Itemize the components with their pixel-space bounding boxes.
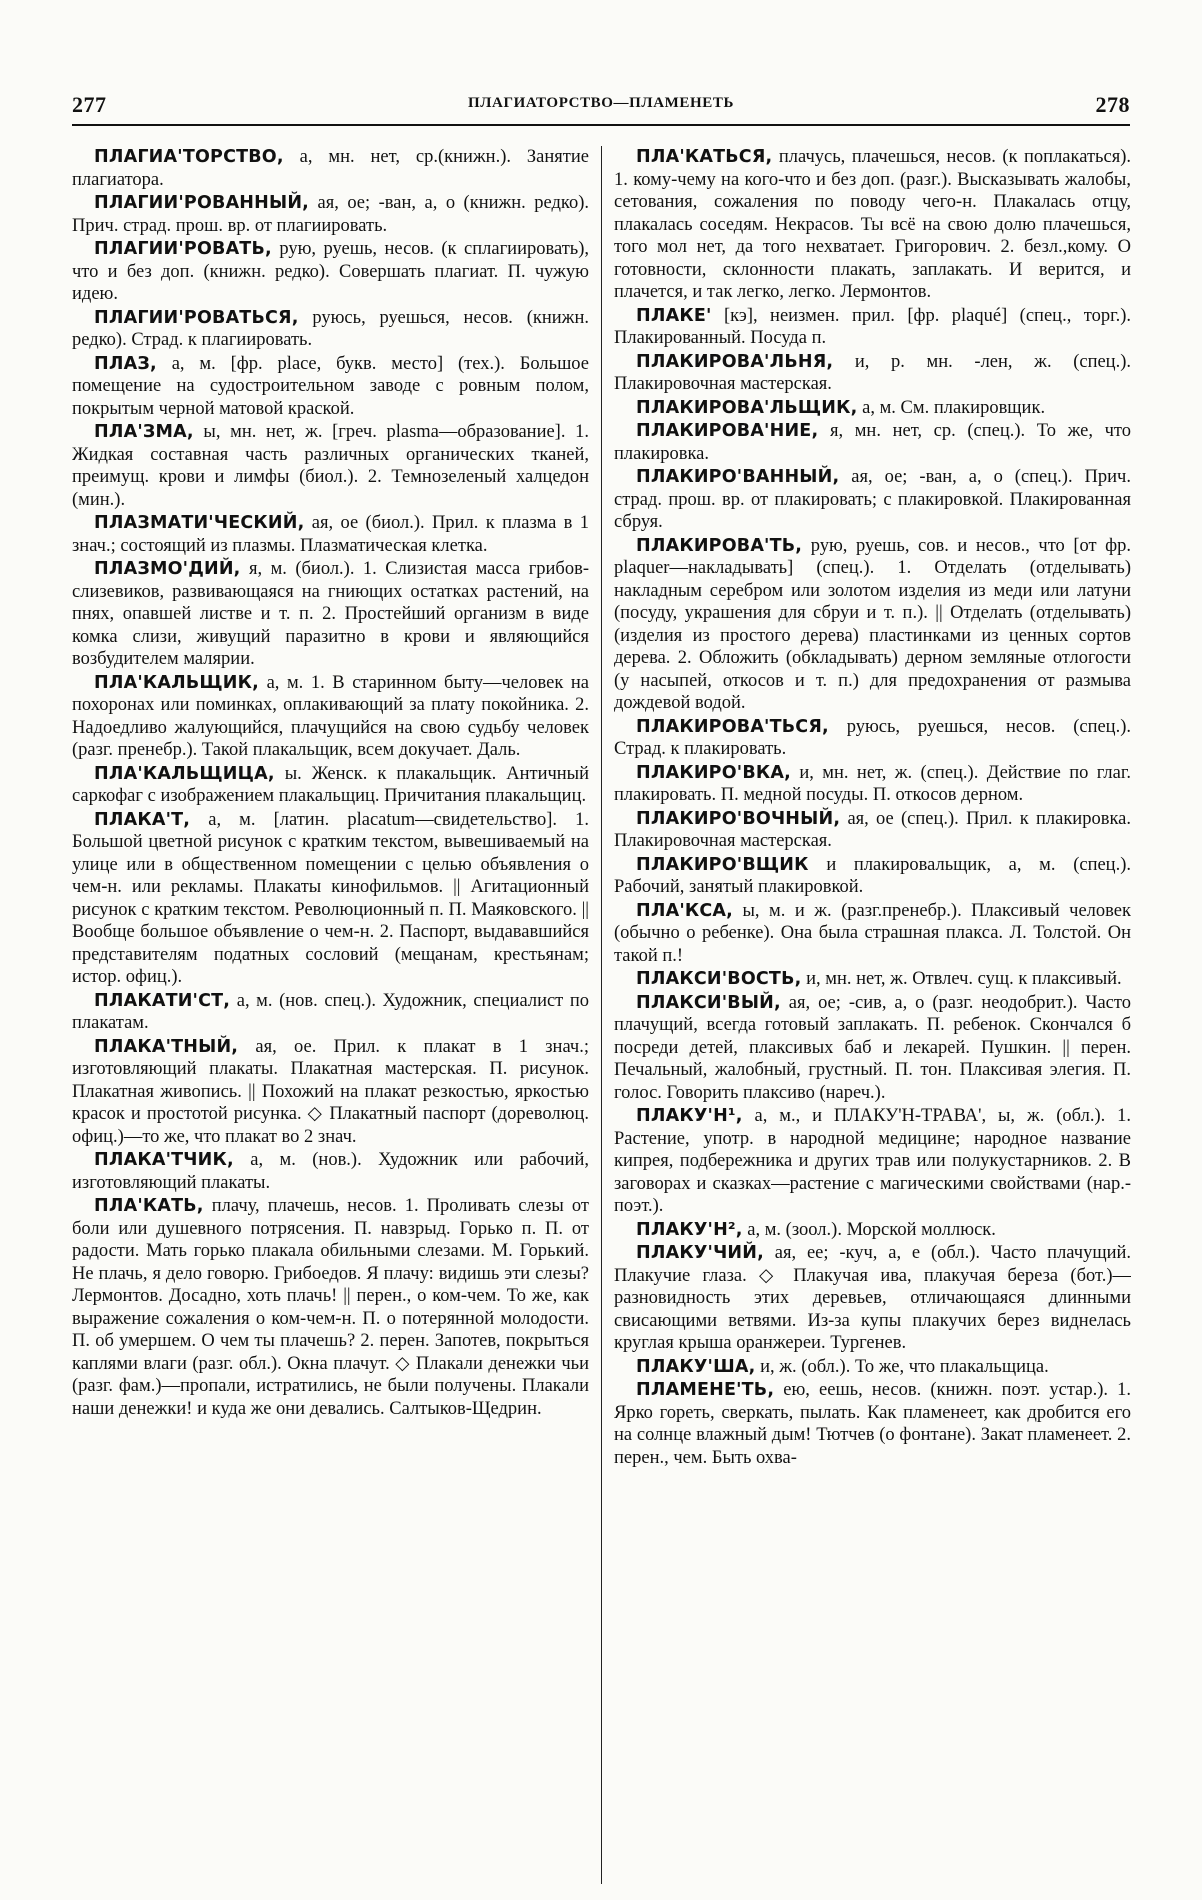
page-header — [72, 92, 1130, 122]
dictionary-entry — [614, 146, 1131, 304]
dictionary-entry — [614, 992, 1131, 1105]
entry-definition: ею, еешь, несов. (книжн. поэт. устар.). 1. Ярко гореть, сверкать, пылать. Как пламенеет, как дробится его на солнце влажный дым! Тютчев (о фонтане). Закат пламенеет. 2. перен., чем. Быть охва- — [614, 1380, 1131, 1468]
entry-headword: ПЛАГИИ'РОВАТЬ, — [94, 239, 272, 259]
page-number-left: 277 — [72, 92, 107, 117]
running-title: ПЛАГИАТОРСТВО—ПЛАМЕНЕТЬ — [468, 95, 734, 111]
entry-definition: и, мн. нет, ж. Отвлеч. сущ. к плаксивый. — [801, 969, 1122, 989]
entry-definition: ы, мн. нет, ж. [греч. plasma—образование]. 1. Жидкая составная часть различных органических тканей, преимущ. крови и лимфы (биол.). 2. Темнозеленый халцедон (мин.). — [72, 422, 589, 510]
entry-definition: ая, ое; -сив, а, о (разг. неодобрит.). Часто плачущий, всегда готовый заплакать. П. ребенок. Скончался б посреди детей, плаксивых баб и лекарей. Пушкин. || перен. Печальный, жалобный, грустный. П. тон. Плаксивая элегия. П. голос. Говорить плаксиво (нареч.). — [614, 992, 1131, 1103]
entry-headword: ПЛАКУ'ША, — [636, 1356, 756, 1377]
entry-headword: ПЛА'ЗМА, — [94, 422, 194, 442]
dictionary-entry — [72, 238, 589, 306]
entry-headword: ПЛАМЕНЕ'ТЬ, — [636, 1380, 775, 1400]
entry-definition: плачусь, плачешься, несов. (к поплакаться). 1. кому-чему на кого-что и без доп. (разг.). Высказывать жалобы, сетования, сожаления по поводу чего-н. Плакалась отцу, плакалась соседям. Некрасов. Ты всё на свою долю плачешься, того мол нет, да того нехватает. Григорович. 2. безл.,кому. О готовности, склонности плакать, заплакать. И верится, и плачется, и так легко, легко. Лермонтов. — [614, 147, 1131, 302]
dictionary-entry — [614, 1242, 1131, 1355]
entry-definition: ая, ое (спец.). Прил. к плакировка. Плакировочная мастерская. — [614, 808, 1131, 851]
entry-headword: ПЛАКИРОВА'ТЬ, — [636, 535, 803, 556]
dictionary-entry — [72, 672, 589, 762]
entry-definition: а, м. (нов. спец.). Художник, специалист по плакатам. — [72, 990, 589, 1033]
entry-definition: ая, ое; -ван, а, о (книжн. редко). Прич. страд. прош. вр. от плагиировать. — [72, 193, 589, 236]
dictionary-entry — [72, 1149, 589, 1194]
entry-definition: а, м. [фр. place, букв. место] (тех.). Большое помещение на судостроительном заводе с ровным полом, покрытым черной матовой краской. — [72, 353, 589, 419]
dictionary-entry — [614, 420, 1131, 465]
entry-headword: ПЛАКИРО'ВОЧНЫЙ, — [636, 808, 841, 829]
entry-headword: ПЛАЗМАТИ'ЧЕСКИЙ, — [94, 513, 305, 533]
dictionary-entry — [72, 1195, 589, 1420]
entry-headword: ПЛАКИРОВА'ТЬСЯ, — [636, 716, 829, 737]
entry-headword: ПЛА'КАЛЬЩИЦА, — [94, 763, 275, 784]
entry-definition: ы, м. и ж. (разг.пренебр.). Плаксивый человек (обычно о ребенке). Она была страшная плакса. Л. Толстой. Он такой п.! — [614, 900, 1131, 966]
dictionary-entry — [614, 1105, 1131, 1218]
dictionary-entry — [614, 351, 1131, 396]
entry-definition: и, мн. нет, ж. (спец.). Действие по глаг. плакировать. П. медной посуды. П. откосов дерном. — [614, 762, 1131, 805]
right-column — [614, 146, 1131, 1886]
entry-headword: ПЛАКА'Т, — [94, 809, 191, 830]
entry-definition: и, р. мн. -лен, ж. (спец.). Плакировочная мастерская. — [614, 351, 1131, 394]
entry-headword: ПЛАЗ, — [94, 353, 157, 374]
entry-headword: ПЛАГИА'ТОРСТВО, — [94, 147, 284, 167]
page-number-right: 278 — [1095, 92, 1130, 117]
entry-definition: а, мн. нет, ср.(книжн.). Занятие плагиатора. — [72, 147, 589, 190]
dictionary-entry — [614, 716, 1131, 761]
dictionary-entry — [614, 808, 1131, 853]
dictionary-entry — [72, 1036, 589, 1149]
entry-headword: ПЛА'КАТЬСЯ, — [636, 147, 773, 167]
entry-headword: ПЛАКИРО'ВКА, — [636, 762, 791, 783]
entry-definition: руюсь, руешься, несов. (спец.). Страд. к плакировать. — [614, 716, 1131, 759]
entry-headword: ПЛАГИИ'РОВАННЫЙ, — [94, 193, 310, 213]
entry-headword: ПЛАКАТИ'СТ, — [94, 990, 231, 1011]
dictionary-entry — [614, 1356, 1131, 1379]
entry-definition: а, м. (нов.). Художник или рабочий, изготовляющий плакаты. — [72, 1150, 589, 1193]
entry-headword: ПЛАКИРОВА'ЛЬНЯ, — [636, 351, 834, 372]
dictionary-entry — [614, 305, 1131, 350]
entry-definition: [кэ], неизмен. прил. [фр. plaqué] (спец., торг.). Плакированный. Посуда п. — [614, 305, 1131, 348]
entry-headword: ПЛАКСИ'ВЫЙ, — [636, 992, 781, 1013]
entry-headword: ПЛАКИРО'ВАННЫЙ, — [636, 467, 840, 487]
dictionary-entry — [614, 397, 1131, 420]
dictionary-entry — [72, 353, 589, 421]
entry-headword: ПЛА'КСА, — [636, 900, 734, 921]
dictionary-entry — [614, 854, 1131, 899]
entry-definition: я, мн. нет, ср. (спец.). То же, что плакировка. — [614, 421, 1131, 464]
dictionary-entry — [72, 146, 589, 191]
dictionary-entry — [614, 466, 1131, 534]
dictionary-entry — [72, 763, 589, 808]
entry-definition: и, ж. (обл.). То же, что плакальщица. — [755, 1356, 1049, 1377]
entry-definition: а, м. [латин. placatum—свидетельство]. 1. Большой цветной рисунок с кратким текстом, вывешиваемый на улице или в общественном помещении с целью объявления о чем-н. или рекламы. Плакаты кинофильмов. || Агитационный рисунок с кратким текстом. Революционный п. П. Маяковского. || Вообще большое объявление о чем-н. 2. Паспорт, выдававшийся представителям податных сословий (мещанам, крестьянам; истор. офиц.). — [72, 809, 589, 987]
entry-headword: ПЛАКУ'Н², — [636, 1219, 743, 1240]
dictionary-entry — [72, 990, 589, 1035]
header-rule — [72, 124, 1130, 126]
entry-headword: ПЛАКА'ТЧИК, — [94, 1150, 234, 1170]
dictionary-entry — [72, 307, 589, 352]
entry-definition: а, м. 1. В старинном быту—человек на похоронах или поминках, оплакивающий за плату покойника. 2. Надоедливо жалующийся, плачущийся на свою судьбу человек (разг. пренебр.). Такой плакальщик, всем докучает. Даль. — [72, 672, 589, 760]
entry-headword: ПЛАКЕ' — [636, 305, 712, 326]
entry-headword: ПЛАКИРО'ВЩИК — [636, 854, 809, 875]
entry-definition: рую, руешь, несов. (к сплагиировать), что и без доп. (книжн. редко). Совершать плагиат. П. чужую идею. — [72, 239, 589, 304]
entry-headword: ПЛАКСИ'ВОСТЬ, — [636, 969, 802, 989]
dictionary-entry — [614, 968, 1131, 991]
dictionary-entry — [614, 535, 1131, 715]
entry-definition: я, м. (биол.). 1. Слизистая масса грибов-слизевиков, развивающаяся на гниющих остатках растений, на пнях, опавшей листве и т. п. 2. Простейший организм в виде комка слизи, живущий паразитно в крови и являющийся возбудителем малярии. — [72, 559, 589, 669]
entry-definition: ы. Женск. к плакальщик. Античный саркофаг с изображением плакальщиц. Причитания плакальщиц. — [72, 763, 589, 806]
entry-headword: ПЛАГИИ'РОВАТЬСЯ, — [94, 307, 299, 328]
dictionary-entry — [614, 900, 1131, 968]
entry-definition: а, м. См. плакировщик. — [857, 397, 1046, 418]
entry-headword: ПЛАКИРОВА'ЛЬЩИК, — [636, 397, 858, 418]
entry-headword: ПЛАЗМО'ДИЙ, — [94, 559, 241, 579]
dictionary-entry — [614, 1219, 1131, 1242]
entry-definition: а, м. (зоол.). Морской моллюск. — [742, 1219, 996, 1240]
dictionary-entry — [72, 558, 589, 671]
dictionary-entry — [72, 421, 589, 511]
entry-definition: а, м., и ПЛАКУ'Н-ТРАВА', ы, ж. (обл.). 1. Растение, употр. в народной медицине; народное название кипрея, подбережника и других трав или полукустарников. 2. В заговорах и сказках—растение с магическими свойствами (нар.-поэт.). — [614, 1106, 1131, 1216]
left-column — [72, 146, 589, 1886]
dictionary-entry — [72, 192, 589, 237]
dictionary-entry — [614, 762, 1131, 807]
entry-headword: ПЛА'КАЛЬЩИК, — [94, 672, 260, 693]
entry-definition: ая, ое. Прил. к плакат в 1 знач.; изготовляющий плакаты. Плакатная мастерская. П. рисунок. Плакатная живопись. || Похожий на плакат резкостью, яркостью красок и простотой рисунка. ◇ Плакатный паспорт (дореволюц. офиц.)—то же, что плакат во 2 знач. — [72, 1036, 589, 1147]
entry-headword: ПЛА'КАТЬ, — [94, 1196, 204, 1216]
dictionary-entry — [614, 1379, 1131, 1469]
entry-headword: ПЛАКА'ТНЫЙ, — [94, 1036, 239, 1057]
column-divider — [601, 146, 602, 1884]
entry-definition: ая, ое; -ван, а, о (спец.). Прич. страд. прош. вр. от плакировать; с плакировкой. Плакированная сбруя. — [614, 467, 1131, 532]
entry-definition: рую, руешь, сов. и несов., что [от фр. plaquer—накладывать] (спец.). 1. Отделать (отделывать) накладным серебром или золотом изделия из меди или латуни (посуду, украшения для сбруи и т. п.). || Отделать (отделывать) (изделия из простого дерева) пластинками из ценных сортов дерева. 2. Обложить (обкладывать) дерном земляные отлогости (у насыпей, откосов и т. п.) для предохранения от размыва дождевой водой. — [614, 535, 1131, 713]
entry-definition: плачу, плачешь, несов. 1. Проливать слезы от боли или душевного потрясения. П. навзрыд. Горько п. П. от радости. Мать горько плакала обильными слезами. М. Горький. Не плачь, я дело говорю. Грибоедов. Я плачу: видишь эти слезы? Лермонтов. Досадно, хоть плачь! || перен., о ком-чем. То же, как выражение сожаления о ком-чем-н. П. о потерянной молодости. П. об умершем. О чем ты плачешь? 2. перен. Запотев, покрыться каплями влаги (разг. обл.). Окна плачут. ◇ Плакали денежки чьи (разг. фам.)—пропали, истратились, не были получены. Плакали наши денежки! и куда же они девались. Салтыков-Щедрин. — [72, 1196, 589, 1419]
entry-headword: ПЛАКИРОВА'НИЕ, — [636, 421, 819, 441]
entry-headword: ПЛАКУ'ЧИЙ, — [636, 1243, 764, 1263]
entry-definition: ая, ее; -куч, а, е (обл.). Часто плачущий. Плакучие глаза. ◇ Плакучая ива, плакучая береза (бот.)—разновидность этих деревьев, отличающаяся длинными свисающими ветвями. Из-за купы плакучих берез виднелась круглая крыша оранжереи. Тургенев. — [614, 1243, 1131, 1353]
entry-definition: руюсь, руешься, несов. (книжн. редко). Страд. к плагиировать. — [72, 307, 589, 350]
dictionary-entry — [72, 809, 589, 989]
entry-headword: ПЛАКУ'Н¹, — [636, 1106, 743, 1126]
entry-definition: ая, ое (биол.). Прил. к плазма в 1 знач.; состоящий из плазмы. Плазматическая клетка. — [72, 513, 589, 556]
entry-definition: и плакировальщик, а, м. (спец.). Рабочий, занятый плакировкой. — [614, 854, 1131, 897]
dictionary-entry — [72, 512, 589, 557]
